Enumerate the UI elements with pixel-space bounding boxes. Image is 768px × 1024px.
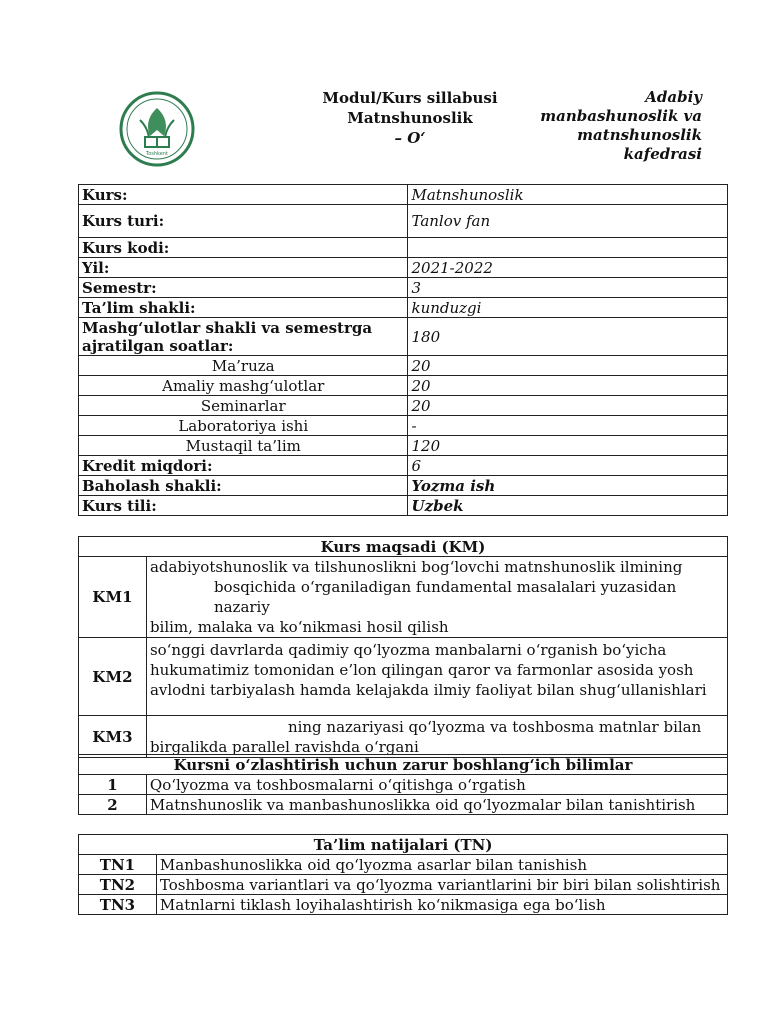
- row-label: Kurs tili:: [79, 496, 408, 516]
- course-goals-table: [78, 536, 728, 758]
- prereq-number: 1: [79, 775, 147, 795]
- table-row: [79, 557, 728, 638]
- goal-line: avlodni tarbiyalash hamda kelajakda ilmiy faoliyat bilan shug‘ullanishlari: [149, 681, 707, 699]
- goal-code: KM2: [79, 638, 147, 716]
- goal-line: so‘nggi davrlarda qadimiy qo‘lyozma manbalarni o‘rganish bo‘yicha: [149, 641, 667, 659]
- outcome-code: TN1: [79, 855, 157, 875]
- table-row: [79, 496, 728, 516]
- row-label: Yil:: [79, 258, 408, 278]
- goal-line: hukumatimiz tomonidan e’lon qilingan qaror va farmonlar asosida yosh: [149, 661, 694, 679]
- goal-text: [146, 557, 727, 638]
- table-row: [79, 436, 728, 456]
- table-row: [79, 185, 728, 205]
- logo-text: Toshkent: [146, 151, 168, 157]
- outcome-text: Matnlarni tiklash loyihalashtirish ko‘nikmasiga ega bo‘lish: [156, 895, 727, 915]
- dept-line: manbashunoslik va: [540, 107, 702, 125]
- row-value: [408, 238, 728, 258]
- table-row: [79, 318, 728, 356]
- prereq-text: Matnshunoslik va manbashunoslikka oid qo‘lyozmalar bilan tanishtirish: [146, 795, 727, 815]
- outcome-text: Manbashunoslikka oid qo‘lyozma asarlar bilan tanishish: [156, 855, 727, 875]
- goals-title: Kurs maqsadi (KM): [79, 537, 728, 557]
- outcome-code: TN2: [79, 875, 157, 895]
- row-value: 180: [408, 318, 728, 356]
- prereq-title: Kursni o‘zlashtirish uchun zarur boshlang‘ich bilimlar: [79, 755, 728, 775]
- dept-line: matnshunoslik: [577, 126, 702, 144]
- row-value: 20: [408, 396, 728, 416]
- table-row: [79, 238, 728, 258]
- row-value: Yozma ish: [408, 476, 728, 496]
- university-logo: [118, 90, 196, 168]
- table-row: [79, 855, 728, 875]
- table-row: [79, 396, 728, 416]
- outcomes-table: [78, 834, 728, 915]
- course-info-table: [78, 184, 728, 516]
- table-row: [79, 205, 728, 238]
- goal-text: [146, 638, 727, 716]
- table-row: [79, 258, 728, 278]
- table-header-row: [79, 537, 728, 557]
- row-value: 120: [408, 436, 728, 456]
- row-value: kunduzgi: [408, 298, 728, 318]
- goal-text: [146, 716, 727, 758]
- emblem-icon: [118, 90, 196, 168]
- table-row: [79, 638, 728, 716]
- goal-line: birgalikda parallel ravishda o‘rgani: [149, 737, 419, 756]
- row-label: Ma’ruza: [79, 356, 408, 376]
- row-label: Ta’lim shakli:: [79, 298, 408, 318]
- row-label: Kurs turi:: [79, 205, 408, 238]
- table-row: [79, 716, 728, 758]
- goal-line: bilim, malaka va ko‘nikmasi hosil qilish: [149, 618, 449, 636]
- outcomes-title: Ta’lim natijalari (TN): [79, 835, 728, 855]
- row-label: Semestr:: [79, 278, 408, 298]
- row-label: Mashg‘ulotlar shakli va semestrga ajratilgan soatlar:: [79, 318, 408, 356]
- table-row: [79, 795, 728, 815]
- department-name: [502, 88, 702, 164]
- row-value: 2021-2022: [408, 258, 728, 278]
- table-row: [79, 775, 728, 795]
- row-value: -: [408, 416, 728, 436]
- table-row: [79, 298, 728, 318]
- row-label: Mustaqil ta’lim: [79, 436, 408, 456]
- prereq-number: 2: [79, 795, 147, 815]
- dept-line: kafedrasi: [623, 145, 702, 163]
- syllabus-title: [300, 88, 520, 148]
- row-label: Kurs kodi:: [79, 238, 408, 258]
- row-label: Kredit miqdori:: [79, 456, 408, 476]
- table-row: [79, 895, 728, 915]
- row-label: Baholash shakli:: [79, 476, 408, 496]
- row-label: Laboratoriya ishi: [79, 416, 408, 436]
- row-label: Kurs:: [79, 185, 408, 205]
- goal-line: ning nazariyasi qo‘lyozma va toshbosma matnlar bilan: [287, 717, 702, 736]
- prerequisites-table: [78, 754, 728, 815]
- prereq-text: Qo‘lyozma va toshbosmalarni o‘qitishga o‘rgatish: [146, 775, 727, 795]
- row-value: Matnshunoslik: [408, 185, 728, 205]
- goal-line: adabiyotshunoslik va tilshunoslikni bog‘lovchi matnshunoslik ilmining: [149, 558, 683, 576]
- row-label: Amaliy mashg‘ulotlar: [79, 376, 408, 396]
- table-header-row: [79, 835, 728, 855]
- title-line: Modul/Kurs sillabusi: [322, 89, 498, 107]
- title-line: – O‘: [394, 129, 426, 147]
- outcome-text: Toshbosma variantlari va qo‘lyozma variantlarini bir biri bilan solishtirish: [156, 875, 727, 895]
- goal-line: bosqichida o‘rganiladigan fundamental masalalari yuzasidan nazariy: [213, 578, 677, 616]
- row-value: Tanlov fan: [408, 205, 728, 238]
- goal-code: KM3: [79, 716, 147, 758]
- row-value: 6: [408, 456, 728, 476]
- table-row: [79, 416, 728, 436]
- table-header-row: [79, 755, 728, 775]
- table-row: [79, 476, 728, 496]
- table-row: [79, 356, 728, 376]
- dept-line: Adabiy: [645, 88, 702, 106]
- table-row: [79, 456, 728, 476]
- row-value: 20: [408, 356, 728, 376]
- goal-code: KM1: [79, 557, 147, 638]
- row-value: 3: [408, 278, 728, 298]
- row-value: Uzbek: [408, 496, 728, 516]
- row-label: Seminarlar: [79, 396, 408, 416]
- table-row: [79, 875, 728, 895]
- title-line: Matnshunoslik: [347, 109, 473, 127]
- outcome-code: TN3: [79, 895, 157, 915]
- row-value: 20: [408, 376, 728, 396]
- table-row: [79, 278, 728, 298]
- table-row: [79, 376, 728, 396]
